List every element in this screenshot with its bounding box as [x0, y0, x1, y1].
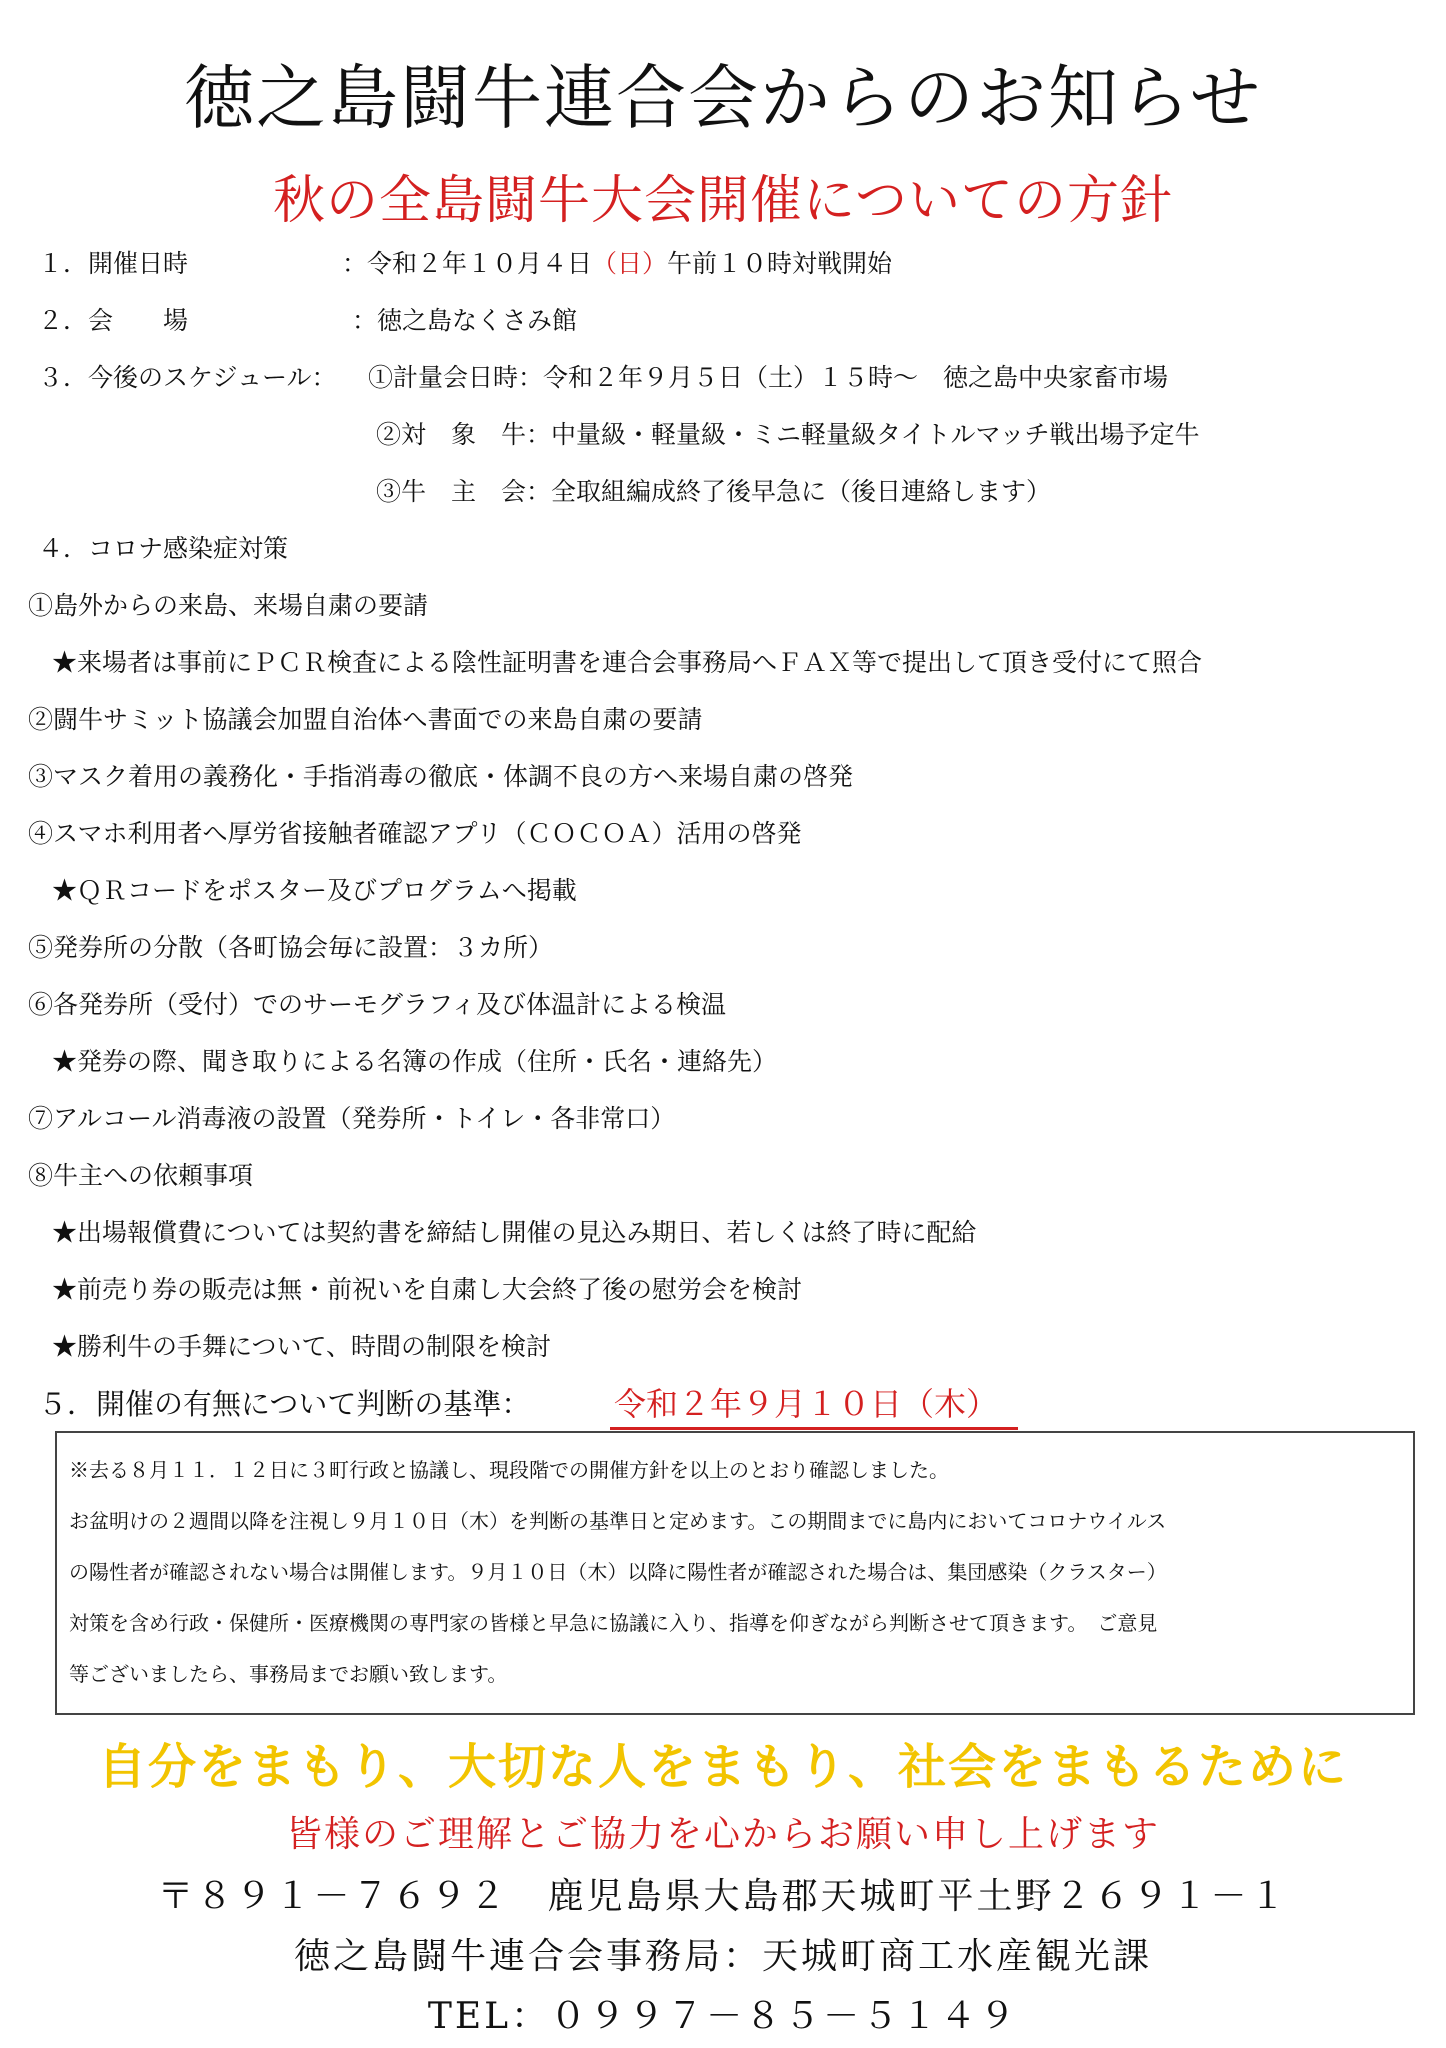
- measure-8-note-1: ★出場報償費については契約書を締結し開催の見込み期日、若しくは終了時に配給: [52, 1218, 977, 1247]
- item1-value: [342, 244, 892, 280]
- note-line: 対策を含め行政・保健所・医療機関の専門家の皆様と早急に協議に入り、指導を仰ぎながら判断させて頂きます。 ご意見: [69, 1611, 1158, 1635]
- measure-1-note: ★来場者は事前にＰＣＲ検査による陰性証明書を連合会事務局へＦＡＸ等で提出して頂き受付にて照合: [52, 648, 1203, 677]
- slogan: 自分をまもり、大切な人をまもり、社会をまもるために: [97, 1739, 1348, 1795]
- page-subtitle: 秋の全島闘牛大会開催についての方針: [273, 171, 1173, 231]
- item3-label: [38, 358, 337, 394]
- note-line: ※去る８月１１．１２日に３町行政と協議し、現段階での開催方針を以上のとおり確認しました。: [69, 1458, 949, 1482]
- measure-8-note-2: ★前売り券の販売は無・前祝いを自粛し大会終了後の慰労会を検討: [52, 1275, 803, 1304]
- schedule-owners-meeting: ③牛 主 会：全取組編成終了後早急に（後日連絡します）: [376, 477, 1052, 506]
- note-line: 等ございましたら、事務局までお願い致します。: [69, 1662, 508, 1686]
- measure-2: ②闘牛サミット協議会加盟自治体へ書面での来島自粛の要請: [28, 705, 703, 734]
- footer-address: 〒８９１－７６９２ 鹿児島県大島郡天城町平土野２６９１－１: [157, 1876, 1289, 1917]
- item4-heading: ４．コロナ感染症対策: [38, 534, 289, 563]
- note-box: [55, 1431, 1415, 1715]
- measure-1: ①島外からの来島、来場自粛の要請: [28, 591, 429, 620]
- measure-3: ③マスク着用の義務化・手指消毒の徹底・体調不良の方へ来場自粛の啓発: [28, 762, 854, 791]
- note-line: の陽性者が確認されない場合は開催します。９月１０日（木）以降に陽性者が確認された場合は、集団感染（クラスター）: [69, 1560, 1167, 1584]
- thanks-message: 皆様のご理解とご協力を心からお願い申し上げます: [285, 1814, 1160, 1855]
- measure-8-note-3: ★勝利牛の手舞について、時間の制限を検討: [52, 1332, 552, 1361]
- item2-value: [352, 301, 577, 337]
- item3-label-text: ３．今後のスケジュール: [38, 363, 312, 392]
- measure-6: ⑥各発券所（受付）でのサーモグラフィ及び体温計による検温: [28, 990, 727, 1019]
- schedule-target-bulls: ②対 象 牛：中量級・軽量級・ミニ軽量級タイトルマッチ戦出場予定牛: [376, 420, 1200, 449]
- note-line: お盆明けの２週間以降を注視し９月１０日（木）を判断の基準日と定めます。この期間までに島内においてコロナウイルス: [69, 1509, 1167, 1533]
- schedule-weighing: ①計量会日時：令和２年９月５日（土）１５時～ 徳之島中央家畜市場: [368, 363, 1169, 392]
- footer-office: 徳之島闘牛連合会事務局：天城町商工水産観光課: [293, 1936, 1152, 1977]
- page-title: 徳之島闘牛連合会からのお知らせ: [184, 57, 1262, 139]
- measure-7: ⑦アルコール消毒液の設置（発券所・トイレ・各非常口）: [28, 1104, 676, 1133]
- item1-date: 令和２年１０月４日: [367, 249, 593, 278]
- item3-sep: ：: [311, 363, 337, 392]
- footer-tel: TEL：０９９７－８５－５１４９: [427, 1996, 1019, 2037]
- item1-day: （日）: [592, 249, 668, 278]
- item2-label: ２．会 場: [38, 306, 189, 335]
- item2-venue: 徳之島なくさみ館: [377, 306, 578, 335]
- item2-sep: ：: [352, 306, 378, 335]
- measure-4: ④スマホ利用者へ厚労省接触者確認アプリ（ＣＯＣＯＡ）活用の啓発: [28, 819, 802, 848]
- measure-8: ⑧牛主への依頼事項: [28, 1161, 254, 1190]
- item1-time: 午前１０時対戦開始: [667, 249, 893, 278]
- measure-5: ⑤発券所の分散（各町協会毎に設置：３カ所）: [28, 933, 554, 962]
- item1-sep: ：: [342, 249, 368, 278]
- measure-4-note: ★ＱＲコードをポスター及びプログラムへ掲載: [52, 876, 577, 905]
- item5-date: 令和２年９月１０日（木）: [610, 1379, 1018, 1430]
- measure-6-note: ★発券の際、聞き取りによる名簿の作成（住所・氏名・連絡先）: [52, 1047, 778, 1076]
- item5-label: ５．開催の有無について判断の基準：: [38, 1387, 531, 1421]
- item1-label: １．開催日時: [38, 249, 189, 278]
